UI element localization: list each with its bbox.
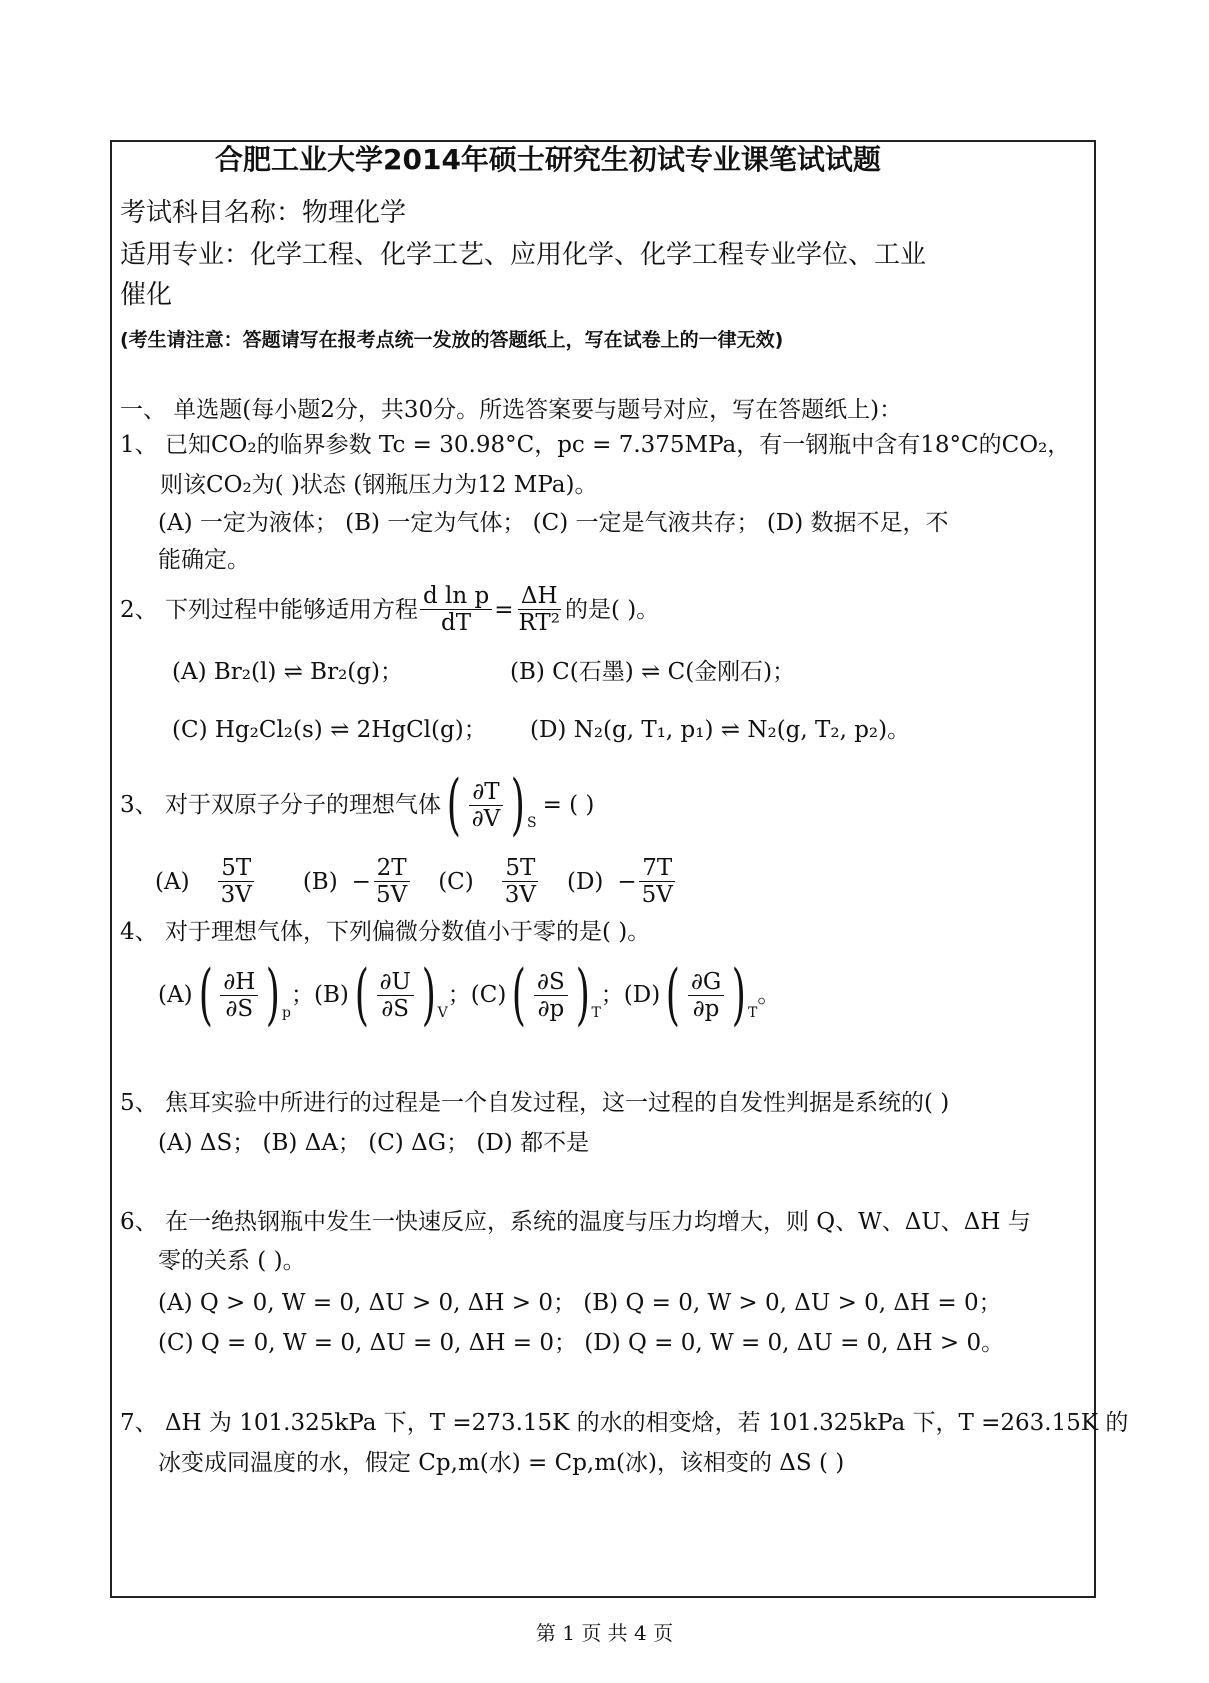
page-footer: 第 1 页 共 4 页: [535, 1621, 674, 1645]
q1-options: (A) 一定为液体； (B) 一定为气体； (C) 一定是气液共存； (D) 数据不足，不: [158, 510, 949, 536]
q3-opt-b-label: (B): [302, 868, 338, 895]
q3-den: ∂V: [471, 805, 501, 832]
q2-option-b: (B) C(石墨) ⇌ C(金刚石)；: [510, 659, 796, 685]
q6-options-2: (C) Q = 0, W = 0, ΔU = 0, ΔH = 0； (D) Q = 0, W = 0, ΔU = 0, ΔH > 0。: [158, 1330, 1005, 1356]
q3-opt-d-sign: −: [617, 868, 637, 895]
exam-notice: (考生请注意：答题请写在报考点统一发放的答题纸上，写在试卷上的一律无效): [120, 329, 784, 351]
q4-opt-d: ( $\frac{\partial G}{\partial p}$ ) T: [665, 956, 758, 1033]
q2-den-left: dT: [441, 610, 472, 636]
q4-opt-a: ( $\frac{\partial H}{\partial S}$ ) p: [198, 956, 291, 1033]
q6-options-1: (A) Q > 0, W = 0, ΔU > 0, ΔH > 0； (B) Q = 0, W > 0, ΔU > 0, ΔH = 0；: [158, 1290, 1002, 1316]
q4-opt-c: ( $\frac{\partial S}{\partial p}$ ) T: [512, 956, 601, 1033]
q2-fraction-right: [515, 583, 562, 636]
q5-stem: 5、 焦耳实验中所进行的过程是一个自发过程，这一过程的自发性判据是系统的( ): [120, 1090, 950, 1116]
q7-line-1: 7、 ΔH 为 101.325kPa 下，T =273.15K 的水的相变焓，若 101.325kPa 下，T =263.15K 的: [120, 1410, 1129, 1436]
q3-prefix: 3、 对于双原子分子的理想气体: [120, 792, 441, 818]
q3-opt-b: $\frac{2T}{5V}$: [373, 855, 410, 908]
q3-num: ∂T: [469, 779, 502, 806]
q7-line-2: 冰变成同温度的水，假定 Cp,m(水) = Cp,m(冰)，该相变的 ΔS ( ): [158, 1450, 845, 1476]
q2-option-d: (D) N₂(g, T₁, p₁) ⇌ N₂(g, T₂, p₂)。: [530, 717, 911, 743]
q2-option-c: (C) Hg₂Cl₂(s) ⇌ 2HgCl(g)；: [172, 717, 487, 743]
q2-den-right: RT²: [518, 610, 560, 636]
q4-opt-b: ( $\frac{\partial U}{\partial S}$ ) V: [354, 956, 448, 1033]
q3-opt-c-label: (C): [438, 868, 474, 895]
q2-suffix: 的是( )。: [564, 596, 660, 623]
q1-line-2: 则该CO₂为( )状态 (钢瓶压力为12 MPa)。: [160, 472, 598, 498]
q4-opt-c-label: (C): [470, 982, 507, 1008]
q4-opt-d-label: (D): [623, 982, 661, 1008]
q2-option-a: (A) Br₂(l) ⇌ Br₂(g)；: [172, 659, 403, 685]
subject-line: 考试科目名称：物理化学: [120, 198, 407, 228]
q3-opt-c: $\frac{5T}{3V}$: [502, 855, 539, 908]
q3-opt-a-label: (A): [155, 868, 190, 895]
q3-partial: ( $\frac{\partial T}{\partial V}$ ) S: [446, 766, 537, 843]
q3-opt-a: $\frac{5T}{3V}$: [218, 855, 255, 908]
q4-stem: 4、 对于理想气体，下列偏微分数值小于零的是( )。: [120, 919, 651, 945]
q6-line-1: 6、 在一绝热钢瓶中发生一快速反应，系统的温度与压力均增大，则 Q、W、ΔU、ΔH 与: [120, 1209, 1031, 1235]
page-title: 合肥工业大学2014年硕士研究生初试专业课笔试试题: [215, 143, 881, 176]
q3-options: [155, 855, 678, 908]
q2-prefix: 2、 下列过程中能够适用方程: [120, 596, 418, 623]
q3-sub: S: [526, 815, 537, 831]
q1-options-cont: 能确定。: [158, 547, 250, 573]
q2-num-right: ΔH: [518, 583, 561, 610]
q4-options: (A) ( $\frac{\partial H}{\partial S}$ ) p ； (B) ( $\frac{\partial U}{\partial S}$ ) V ； (C) ( $\frac{\partial S}{\partial p}$ ) T ； (D) ( $\frac{\partial G}{\partial p}$ ) T 。: [158, 956, 781, 1033]
q3-opt-d: $\frac{7T}{5V}$: [639, 855, 676, 908]
q3-opt-d-label: (D): [567, 868, 604, 895]
q3-suffix: = ( ): [542, 792, 595, 818]
majors-line-1: 适用专业：化学工程、化学工艺、应用化学、化学工程专业学位、工业: [120, 240, 927, 270]
q6-line-2: 零的关系 ( )。: [158, 1248, 306, 1274]
q3-stem: [120, 766, 595, 843]
q2-stem: [120, 583, 659, 636]
q4-opt-b-label: (B): [313, 982, 349, 1008]
q5-options: (A) ΔS； (B) ΔA； (C) ΔG； (D) 都不是: [158, 1130, 590, 1156]
q3-opt-b-sign: −: [351, 868, 371, 895]
majors-line-2: 催化: [120, 280, 173, 310]
q4-opt-a-label: (A): [158, 982, 193, 1008]
q1-line-1: 1、 已知CO₂的临界参数 Tc = 30.98°C，pc = 7.375MPa，有一钢瓶中含有18°C的CO₂，: [120, 432, 1071, 458]
q2-num-left: d ln p: [420, 583, 492, 610]
q2-fraction-left: [420, 583, 492, 636]
q2-equals: =: [494, 596, 514, 623]
section-heading: 一、 单选题(每小题2分，共30分。所选答案要与题号对应，写在答题纸上)：: [120, 397, 903, 423]
